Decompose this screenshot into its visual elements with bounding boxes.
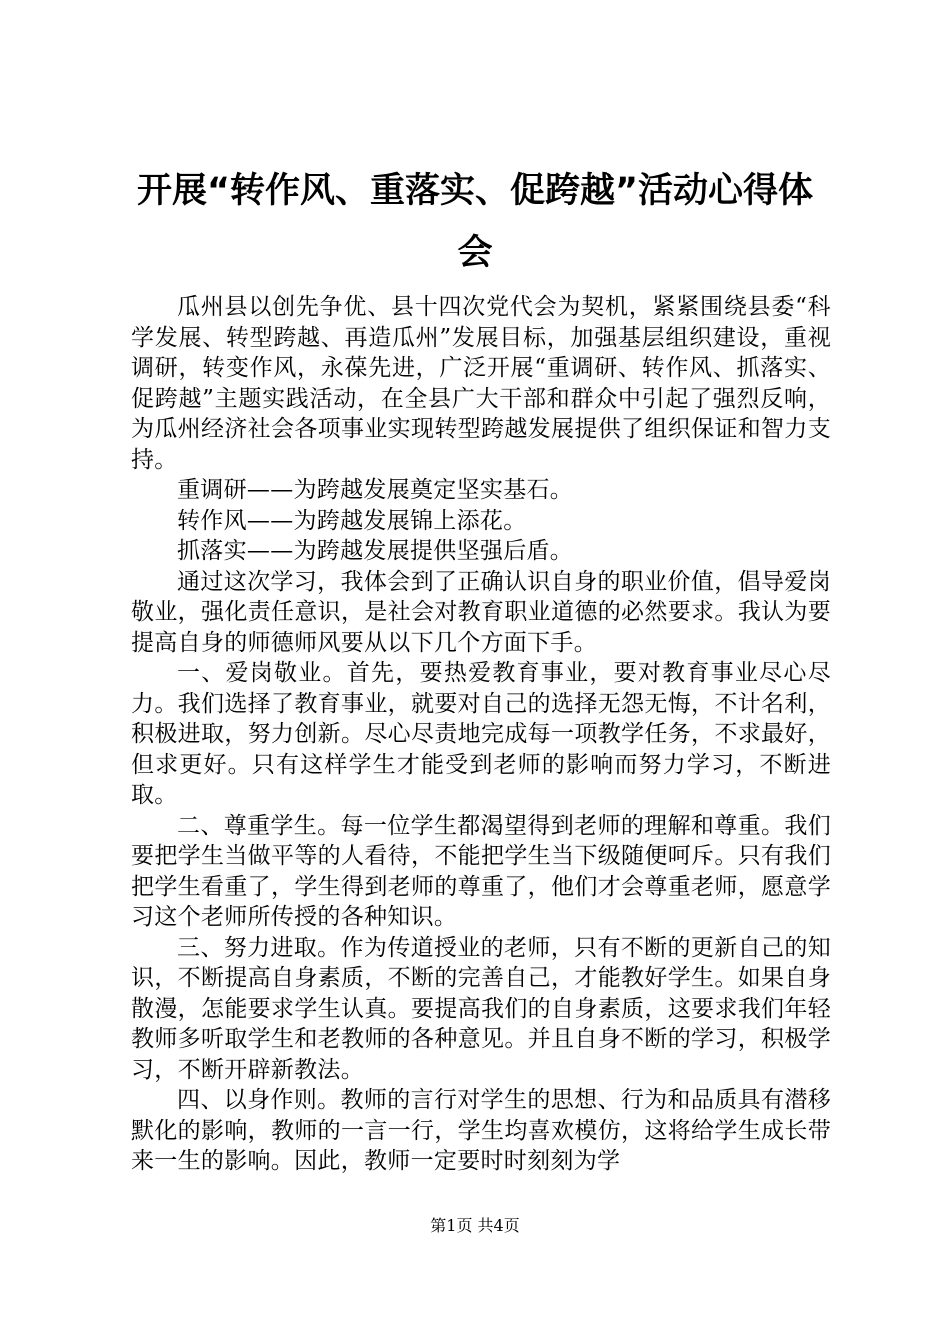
paragraph-point-three: 三、努力进取。作为传道授业的老师，只有不断的更新自己的知识，不断提高自身素质，不断的完善自己，才能教好学生。如果自身散漫，怎能要求学生认真。要提高我们的自身素质，这要求我们年轻教师多听取学生和老教师的各种意见。并且自身不断的学习，积极学习，不断开辟新教法。 xyxy=(131,934,831,1083)
paragraph-research: 重调研——为跨越发展奠定坚实基石。 xyxy=(177,477,574,503)
paragraph-reflection: 通过这次学习，我体会到了正确认识自身的职业价值，倡导爱岗敬业，强化责任意识，是社会对教育职业道德的必然要求。我认为要提高自身的师德师风要从以下几个方面下手。 xyxy=(131,568,831,656)
paragraph-point-two: 二、尊重学生。每一位学生都渴望得到老师的理解和尊重。我们要把学生当做平等的人看待，不能把学生当下级随便呵斥。只有我们把学生看重了，学生得到老师的尊重了，他们才会尊重老师，愿意学习这个老师所传授的各种知识。 xyxy=(131,812,831,930)
paragraph-point-four: 四、以身作则。教师的言行对学生的思想、行为和品质具有潜移默化的影响，教师的一言一行，学生均喜欢模仿，这将给学生成长带来一生的影响。因此，教师一定要时时刻刻为学 xyxy=(131,1087,831,1174)
document-title: 开展“转作风、重落实、促跨越”活动心得体会 xyxy=(136,171,813,273)
document-body xyxy=(131,292,831,1177)
paragraph-style: 转作风——为跨越发展锦上添花。 xyxy=(177,507,527,534)
page-number-footer: 第1页 共4页 xyxy=(430,1216,520,1235)
paragraph-point-one: 一、爱岗敬业。首先，要热爱教育事业，要对教育事业尽心尽力。我们选择了教育事业，就要对自己的选择无怨无悔，不计名利，积极进取，努力创新。尽心尽责地完成每一项教学任务，不求最好，但求更好。只有这样学生才能受到老师的影响而努力学习，不断进取。 xyxy=(131,660,831,808)
paragraph-implementation: 抓落实——为跨越发展提供坚强后盾。 xyxy=(177,538,574,564)
paragraph-intro: 瓜州县以创先争优、县十四次党代会为契机，紧紧围绕县委“科学发展、转型跨越、再造瓜州”发展目标，加强基层组织建设，重视调研，转变作风，永葆先进，广泛开展“重调研、转作风、抓落实、促跨越”主题实践活动，在全县广大干部和群众中引起了强烈反响，为瓜州经济社会各项事业实现转型跨越发展提供了组织保证和智力支持。 xyxy=(131,294,831,473)
